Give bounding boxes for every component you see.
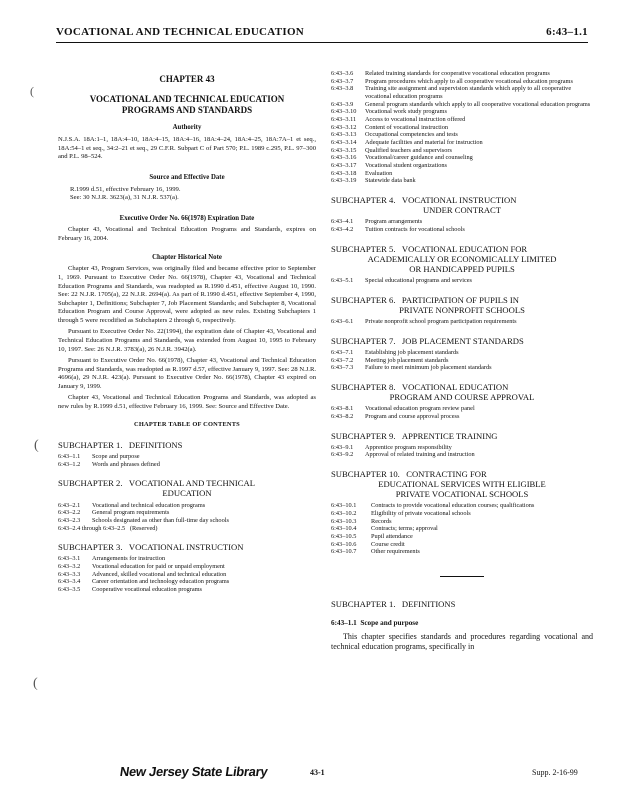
right-column <box>331 70 593 652</box>
toc-row[interactable]: 6:43–3.6 Related training standards for cooperative vocational education programs <box>331 70 550 77</box>
toc-list-subchapter-3 <box>331 70 593 185</box>
toc-row[interactable]: 6:43–3.5 Cooperative vocational education programs <box>58 586 202 594</box>
subchapter-heading: SUBCHAPTER 1. DEFINITIONS <box>58 439 183 450</box>
subchapter-heading: SUBCHAPTER 4. VOCATIONAL INSTRUCTION UNDER CONTRACT <box>331 195 517 216</box>
toc-row[interactable]: 6:43–3.16 Vocational/career guidance and counseling <box>331 154 473 162</box>
source-line: R.1999 d.51, effective February 16, 1999. <box>70 185 181 193</box>
toc-row[interactable]: 6:43–10.4 Contracts; terms; approval <box>331 525 438 533</box>
toc-row[interactable]: 6:43–3.8 Training site assignment and supervision standards which apply to all cooperative vocational education programs <box>331 85 572 101</box>
toc-row[interactable]: 6:43–1.2 Words and phrases defined <box>58 460 160 468</box>
toc-row[interactable]: 6:43–10.2 Eligibility of private vocational schools <box>331 510 471 518</box>
subchapter-heading: SUBCHAPTER 3. VOCATIONAL INSTRUCTION <box>58 542 244 553</box>
toc-row[interactable]: 6:43–7.2 Meeting job placement standards <box>331 356 449 364</box>
toc-row[interactable]: 6:43–10.6 Course credit <box>331 540 405 548</box>
toc-row[interactable]: 6:43–1.1 Scope and purpose <box>58 452 140 460</box>
subchapter-heading: SUBCHAPTER 2. VOCATIONAL AND TECHNICAL EDUCATION <box>58 478 255 499</box>
toc-row[interactable]: 6:43–3.17 Vocational student organizations <box>331 162 447 170</box>
toc-row[interactable]: 6:43–8.1 Vocational education program review panel <box>331 405 475 413</box>
toc-row[interactable]: 6:43–3.10 Vocational work study programs <box>331 108 447 116</box>
toc-row[interactable]: 6:43–3.4 Career orientation and technology education programs <box>58 578 230 586</box>
toc-row[interactable]: 6:43–3.13 Occupational competencies and tests <box>331 131 458 139</box>
chapter-title: VOCATIONAL AND TECHNICAL EDUCATION PROGRAMS AND STANDARDS <box>89 93 285 115</box>
subchapter-heading: SUBCHAPTER 5. VOCATIONAL EDUCATION FOR ACADEMICALLY OR ECONOMICALLY LIMITED OR HANDICAPPED PUPILS <box>331 243 557 274</box>
section-heading: 6:43–1.1 Scope and purpose <box>331 619 419 628</box>
toc-row[interactable]: 6:43–10.5 Pupil attendance <box>331 533 413 541</box>
subchapter-heading: SUBCHAPTER 10. CONTRACTING FOR EDUCATIONAL SERVICES WITH ELIGIBLE PRIVATE VOCATIONAL SCHOOLS <box>331 469 546 500</box>
toc-row[interactable]: 6:43–2.4 through 6:43–2.5 (Reserved) <box>58 524 158 532</box>
library-stamp: New Jersey State Library <box>118 764 269 779</box>
toc-row[interactable]: 6:43–4.2 Tuition contracts for vocational schools <box>331 226 465 234</box>
historical-note-heading: Chapter Historical Note <box>152 253 222 261</box>
toc-row[interactable]: 6:43–2.1 Vocational and technical education programs <box>58 501 206 509</box>
historical-note-paragraph: Pursuant to Executive Order No. 66(1978), Chapter 43, Vocational and Technical Education Programs and Standards, was readopted as R.1997 d.57, effective January 9, 1997. See: 28 N.J.R. 4696(a), 29 N.J.R. 423(a). Pursuant to Executive Order No. 66(1978), Chapter 43 expired on January 9, 1999. <box>58 357 316 390</box>
running-header <box>56 26 588 43</box>
punch-mark-icon: ( <box>34 438 39 453</box>
toc-row[interactable]: 6:43–3.9 General program standards which apply to all cooperative vocational education programs <box>331 100 591 108</box>
toc-row[interactable]: 6:43–3.1 Arrangements for instruction <box>58 555 166 563</box>
executive-order-heading: Executive Order No. 66(1978) Expiration Date <box>119 214 255 222</box>
authority-text: N.J.S.A. 18A:1–1, 18A:4–10, 18A:4–15, 18A:4–16, 18A:4–24, 18A:4–25, 18A:7A–1 et seq., 18A:54–1 et seq., 34:2–21 et seq., 29 C.F.R. Subpart C of Part 570; P.L. 1989 c.295, P.L. 97–300 and P.L. 98–524. <box>58 136 316 161</box>
source-heading: Source and Effective Date <box>149 173 225 181</box>
toc-row[interactable]: 6:43–2.2 General program requirements <box>58 509 170 517</box>
header-title: VOCATIONAL AND TECHNICAL EDUCATION <box>56 26 305 38</box>
toc-row[interactable]: 6:43–3.11 Access to vocational instruction offered <box>331 116 466 124</box>
toc-row[interactable]: 6:43–10.1 Contracts to provide vocational education courses; qualifications <box>331 502 535 510</box>
punch-mark-icon: ( <box>33 676 38 691</box>
executive-order-text: Chapter 43, Vocational and Technical Education Programs and Standards, expires on February 16, 2004. <box>58 226 316 243</box>
authority-heading: Authority <box>172 124 202 132</box>
toc-heading: CHAPTER TABLE OF CONTENTS <box>134 421 240 429</box>
toc-row[interactable]: 6:43–3.7 Program procedures which apply to all cooperative vocational education programs <box>331 77 573 85</box>
section-divider <box>440 576 484 577</box>
source-line: See: 30 N.J.R. 3623(a), 31 N.J.R. 537(a). <box>70 194 179 202</box>
subchapter-heading: SUBCHAPTER 8. VOCATIONAL EDUCATION PROGRAM AND COURSE APPROVAL <box>331 381 535 403</box>
toc-row[interactable]: 6:43–9.1 Apprentice program responsibility <box>331 443 452 451</box>
subchapter-heading: SUBCHAPTER 7. JOB PLACEMENT STANDARDS <box>331 335 524 346</box>
historical-note-paragraph: Chapter 43, Vocational and Technical Education Programs and Standards, was adopted as new rules by R.1999 d.51, effective February 16, 1999. See: Source and Effective Date. <box>58 394 316 410</box>
subchapter-heading: SUBCHAPTER 9. APPRENTICE TRAINING <box>331 430 498 441</box>
toc-row[interactable]: 6:43–6.1 Private nonprofit school program participation requirements <box>331 318 517 326</box>
toc-row[interactable]: 6:43–4.1 Program arrangements <box>331 218 423 226</box>
chapter-number: CHAPTER 43 <box>159 74 215 84</box>
punch-mark-icon: ( <box>30 84 34 98</box>
body-subchapter-heading: SUBCHAPTER 1. DEFINITIONS <box>331 599 456 610</box>
page-number: 43-1 <box>310 768 325 777</box>
toc-row[interactable]: 6:43–3.3 Advanced, skilled vocational and technical education <box>58 570 227 578</box>
toc-row[interactable]: 6:43–3.14 Adequate facilities and material for instruction <box>331 139 483 147</box>
toc-row[interactable]: 6:43–8.2 Program and course approval process <box>331 412 460 420</box>
page-footer <box>0 764 618 784</box>
supplement-date: Supp. 2-16-99 <box>532 768 578 777</box>
toc-row[interactable]: 6:43–3.15 Qualified teachers and supervisors <box>331 146 452 154</box>
toc-row[interactable]: 6:43–3.19 Statewide data bank <box>331 177 416 185</box>
toc-row[interactable]: 6:43–10.3 Records <box>331 517 392 525</box>
toc-row[interactable]: 6:43–10.7 Other requirements <box>331 548 420 556</box>
toc-row[interactable]: 6:43–9.2 Approval of related training and instruction <box>331 451 475 459</box>
left-column <box>58 72 316 594</box>
toc-row[interactable]: 6:43–3.18 Evaluation <box>331 169 393 177</box>
header-section: 6:43–1.1 <box>546 26 588 38</box>
toc-row[interactable]: 6:43–7.3 Failure to meet minimum job placement standards <box>331 364 492 372</box>
toc-row[interactable]: 6:43–3.12 Content of vocational instruction <box>331 123 449 131</box>
historical-note-paragraph: Chapter 43, Program Services, was originally filed and became effective prior to September 1, 1969. Pursuant to Executive Order No. 66(1978), Chapter 43, Vocational and Technical Education Programs and Standards, was readopted as R.1990 d.451, effective August 10, 1990. See: 22 N.J.R. 1705(a), 22 N.J.R. 2694(a). As part of R.1990 d.451, effective September 4, 1990, Subchapter 1, Definitions; Subchapter 7, Job Placement Standards; and Subchapter 8, Vocational Education Program and Course Approval, were adopted as new rules. Existing Subchapters 1 through 5 were recodified as Subchapters 2 through 6, respectively. <box>58 265 316 324</box>
toc-row[interactable]: 6:43–7.1 Establishing job placement standards <box>331 348 459 356</box>
subchapter-heading: SUBCHAPTER 6. PARTICIPATION OF PUPILS IN PRIVATE NONPROFIT SCHOOLS <box>331 294 525 315</box>
toc-row[interactable]: 6:43–5.1 Special educational programs and services <box>331 277 473 285</box>
toc-row[interactable]: 6:43–3.2 Vocational education for paid or unpaid employment <box>58 563 225 571</box>
historical-note-paragraph: Pursuant to Executive Order No. 22(1994), the expiration date of Chapter 43, Vocational and Technical Education Programs and Standards, was extended from August 10, 1995 to February 10, 1997. See: 26 N.J.R. 3783(a), 26 N.J.R. 3942(a). <box>58 328 316 353</box>
toc-row[interactable]: 6:43–2.3 Schools designated as other than full-time day schools <box>58 516 229 524</box>
section-text: This chapter specifies standards and procedures regarding vocational and technical education programs, specifically in <box>331 631 593 652</box>
